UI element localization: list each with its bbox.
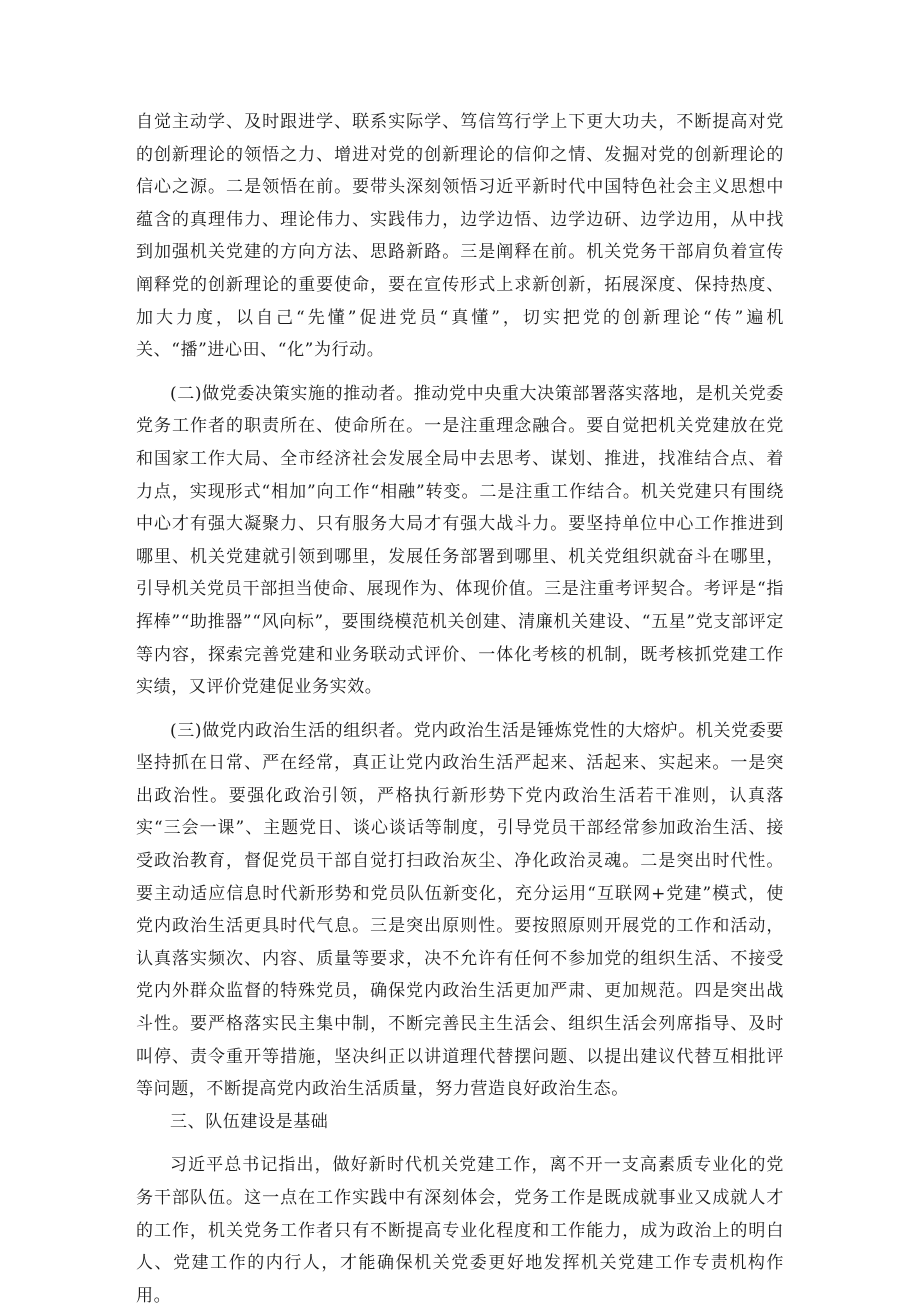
- paragraph-section-2: (二)做党委决策实施的推动者。推动党中央重大决策部署落实落地，是机关党委党务工作者的职责所在、使命所在。一是注重理念融合。要自觉把机关党建放在党和国家工作大局、全市经济社会发展全局中去思考、谋划、推进，找准结合点、着力点，实现形式“相加”向工作“相融”转变。二是注重工作结合。机关党建只有围绕中心才有强大凝聚力、只有服务大局才有强大战斗力。要坚持单位中心工作推进到哪里、机关党建就引领到哪里，发展任务部署到哪里、机关党组织就奋斗在哪里，引导机关党员干部担当使命、展现作为、体现价值。三是注重考评契合。考评是“指挥棒”“助推器”“风向标”，要围绕模范机关创建、清廉机关建设、“五星”党支部评定等内容，探索完善党建和业务联动式评价、一体化考核的机制，既考核抓党建工作实绩，又评价党建促业务实效。: [136, 383, 784, 698]
- paragraph-continuation: 自觉主动学、及时跟进学、联系实际学、笃信笃行学上下更大功夫，不断提高对党的创新理论的领悟之力、增进对党的创新理论的信仰之情、发掘对党的创新理论的信心之源。二是领悟在前。要带头深刻领悟习近平新时代中国特色社会主义思想中蕴含的真理伟力、理论伟力、实践伟力，边学边悟、边学边研、边学边用，从中找到加强机关党建的方向方法、思路新路。三是阐释在前。机关党务干部肩负着宣传阐释党的创新理论的重要使命，要在宣传形式上求新创新，拓展深度、保持热度、加大力度，以自己“先懂”促进党员“真懂”，切实把党的创新理论“传”遍机关、“播”进心田、“化”为行动。: [136, 112, 784, 361]
- document-page: [136, 106, 784, 1312]
- paragraph-team-building: 习近平总书记指出，做好新时代机关党建工作，离不开一支高素质专业化的党务干部队伍。这一点在工作实践中有深刻体会，党务工作是既成就事业又成就人才的工作，机关党务工作者只有不断提高专业化程度和工作能力，成为政治上的明白人、党建工作的内行人，才能确保机关党委更好地发挥机关党建工作专责机构作用。: [136, 1155, 784, 1306]
- paragraph-section-3: (三)做党内政治生活的组织者。党内政治生活是锤炼党性的大熔炉。机关党委要坚持抓在日常、严在经常，真正让党内政治生活严起来、活起来、实起来。一是突出政治性。要强化政治引领，严格执行新形势下党内政治生活若干准则，认真落实“三会一课”、主题党日、谈心谈话等制度，引导党员干部经常参加政治生活、接受政治教育，督促党员干部自觉打扫政治灰尘、净化政治灵魂。二是突出时代性。要主动适应信息时代新形势和党员队伍新变化，充分运用“互联网+党建”模式，使党内政治生活更具时代气息。三是突出原则性。要按照原则开展党的工作和活动，认真落实频次、内容、质量等要求，决不允许有任何不参加党的组织生活、不接受党内外群众监督的特殊党员，确保党内政治生活更加严肃、更加规范。四是突出战斗性。要严格落实民主集中制，不断完善民主生活会、组织生活会列席指导、及时叫停、责令重开等措施，坚决纠正以讲道理代替摆问题、以提出建议代替互相批评等问题，不断提高党内政治生活质量，努力营造良好政治生态。: [136, 720, 784, 1100]
- section-heading: 三、队伍建设是基础: [170, 1111, 329, 1132]
